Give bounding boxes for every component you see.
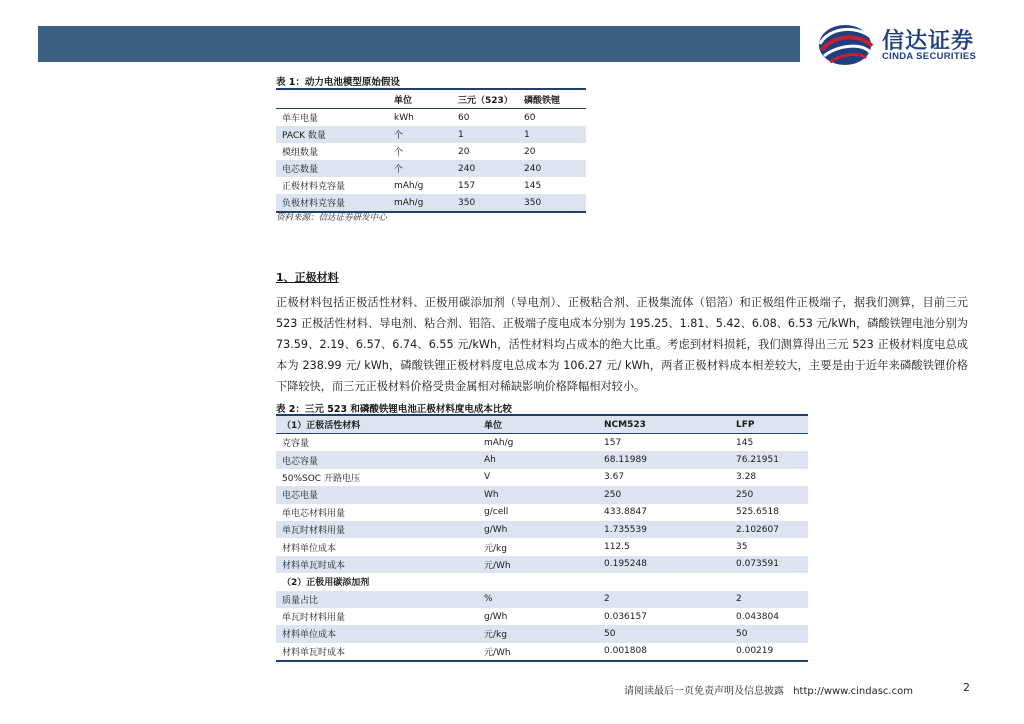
section-title: 1、正极材料 [276, 271, 339, 284]
table-row [276, 177, 586, 194]
footer-disclaimer [624, 682, 913, 697]
brand-name-cn: 信达证券 [882, 29, 975, 54]
table-cell: 112.5 [604, 542, 630, 553]
table-cell: % [478, 591, 598, 608]
table-cell: 单瓦时材料用量 [276, 521, 478, 538]
table-cell: 克容量 [282, 439, 310, 450]
table-cell: 60 [524, 112, 536, 123]
table-cell: 单瓦时材料用量 [282, 613, 346, 624]
table-cell [730, 573, 808, 590]
table-cell: 60 [458, 112, 470, 123]
table2-caption: 表 2：三元 523 和磷酸铁锂电池正极材料度电成本比较 [276, 404, 512, 415]
table-cell: 240 [518, 160, 586, 177]
table-cell: 145 [524, 180, 542, 191]
table-cell: 元/Wh [478, 556, 598, 573]
table-cell: 250 [598, 486, 730, 503]
table-cell: 单车电量 [282, 114, 319, 124]
table-cell: 0.043804 [736, 611, 779, 622]
table-cell: 材料单位成本 [276, 625, 478, 642]
table-cell: 250 [730, 486, 808, 503]
table-cell: 20 [458, 146, 470, 157]
table-cell: 材料单瓦时成本 [276, 556, 478, 573]
table-header-cell: NCM523 [598, 415, 730, 434]
table-cell: 50%SOC 开路电压 [282, 473, 360, 484]
table-cell: 76.21951 [730, 451, 808, 468]
table-row [276, 486, 808, 503]
page-number: 2 [963, 681, 970, 694]
table-cell: 元/kg [484, 543, 507, 554]
table-cell: 433.8847 [604, 507, 647, 518]
table-cell: 3.67 [604, 472, 625, 483]
table-cell: 0.195248 [598, 556, 730, 573]
table-row [276, 109, 586, 127]
table-cell: 0.036157 [604, 611, 647, 622]
table-header-cell: 三元（523） [452, 89, 518, 109]
table-cell: 350 [452, 194, 518, 212]
table-cell: 240 [452, 160, 518, 177]
table-cell: 2.102607 [730, 521, 808, 538]
table-cell: 1 [518, 126, 586, 143]
table-header-cell [276, 89, 388, 109]
table-cell: 电芯数量 [276, 160, 388, 177]
table-cell: 材料单位成本 [282, 543, 337, 554]
table-row [276, 504, 808, 521]
table-cell: 2 [598, 591, 730, 608]
table-header-cell: 单位 [478, 415, 598, 434]
table-row [276, 160, 586, 177]
table-cell: 0.00219 [730, 643, 808, 661]
table-cell: 157 [604, 437, 622, 448]
table-cell: 50 [730, 625, 808, 642]
cinda-logo-icon [814, 20, 876, 70]
table-cell: 模组数量 [282, 148, 319, 158]
table-row [276, 625, 808, 642]
table-row [276, 608, 808, 625]
table-cell: kWh [394, 112, 414, 123]
table-row [276, 521, 808, 538]
table-cell: 157 [458, 180, 476, 191]
table-cell: V [484, 472, 491, 483]
table-cell: 1.735539 [598, 521, 730, 538]
table-cell: 元/Wh [478, 643, 598, 661]
table-cell: 20 [524, 146, 536, 157]
body-paragraph: 正极材料包括正极活性材料、正极用碳添加剂（导电剂）、正极粘合剂、正极集流体（铝箔）和正极组件正极端子，据我们测算，目前三元 523 正极活性材料、导电剂、粘合剂、铝箔、正极端子度电成本分别为 195.25、1.81、5.42、6.08、6.53 元/kWh，磷酸铁锂电池分别为 73.59、2.19、6.57、6.74、6.55 元/kWh，活性材料均占成本的绝大比重。考虑到材料损耗，我们测算得出三元 523 正极材料度电总成本为 238.99 元/ kWh，磷酸铁锂正极材料度电总成本为 106.27 元/ kWh，两者正极材料成本相差较大，主要是由于近年来磷酸铁锂价格下降较快，而三元正极材料价格受贵金属相对稀缺影响价格降幅相对较小。 [276, 296, 968, 393]
table-cell: mAh/g [394, 180, 424, 191]
table-row [276, 556, 808, 573]
table-cell: 元/kg [478, 625, 598, 642]
table-cell: PACK 数量 [276, 126, 388, 143]
table-cell: g/Wh [484, 611, 508, 622]
table-row [276, 194, 586, 212]
table-cell: 0.001808 [598, 643, 730, 661]
table-row [276, 126, 586, 143]
table-row [276, 591, 808, 608]
header-bar [38, 26, 800, 62]
table-row [276, 538, 808, 555]
table-row [276, 143, 586, 160]
table-cell [478, 573, 598, 590]
table1-source: 资料来源：信达证券研发中心 [276, 213, 387, 223]
table-header-cell: （1）正极活性材料 [276, 415, 478, 434]
table-header-cell: LFP [730, 415, 808, 434]
cost-comparison-table [276, 414, 808, 662]
table-subheader-row [276, 573, 808, 590]
assumptions-table [276, 88, 586, 213]
table-cell: 质量占比 [276, 591, 478, 608]
table-cell: 1 [452, 126, 518, 143]
table1-caption: 表 1：动力电池模型原始假设 [276, 77, 400, 88]
table-cell: 正极材料克容量 [282, 182, 346, 192]
table-cell: 525.6518 [736, 507, 779, 518]
brand-name-en: CINDA SECURITIES [882, 51, 977, 62]
table-row [276, 434, 808, 452]
table-header-cell: 单位 [388, 89, 452, 109]
disclaimer-text: 请阅读最后一页免责声明及信息披露 [624, 686, 784, 697]
table-cell: 3.28 [736, 472, 757, 483]
table-cell: 0.073591 [730, 556, 808, 573]
table-cell: Ah [478, 451, 598, 468]
table-cell: （2）正极用碳添加剂 [282, 578, 370, 589]
table-cell: 145 [736, 437, 754, 448]
table-cell: g/Wh [478, 521, 598, 538]
website-link[interactable]: http://www.cindasc.com [793, 686, 913, 697]
table-cell: 单电芯材料用量 [282, 508, 346, 519]
table-cell: mAh/g [484, 437, 514, 448]
table-cell: Wh [478, 486, 598, 503]
table-cell: 电芯电量 [276, 486, 478, 503]
table-header-cell: 磷酸铁锂 [518, 89, 586, 109]
brand-logo [814, 20, 994, 70]
table-cell: 350 [518, 194, 586, 212]
table-cell: 材料单瓦时成本 [276, 643, 478, 661]
table-cell: 个 [388, 160, 452, 177]
table-row [276, 451, 808, 468]
table-cell: 68.11989 [598, 451, 730, 468]
table-cell: 个 [388, 126, 452, 143]
table-cell: 负极材料克容量 [276, 194, 388, 212]
table-row [276, 469, 808, 486]
table-cell [598, 573, 730, 590]
table-cell: 50 [598, 625, 730, 642]
table-row [276, 643, 808, 661]
table-cell: 35 [736, 542, 748, 553]
table-cell: 2 [730, 591, 808, 608]
table-cell: mAh/g [388, 194, 452, 212]
table-cell: g/cell [484, 507, 509, 518]
table-cell: 电芯容量 [276, 451, 478, 468]
table-cell: 个 [394, 148, 404, 158]
